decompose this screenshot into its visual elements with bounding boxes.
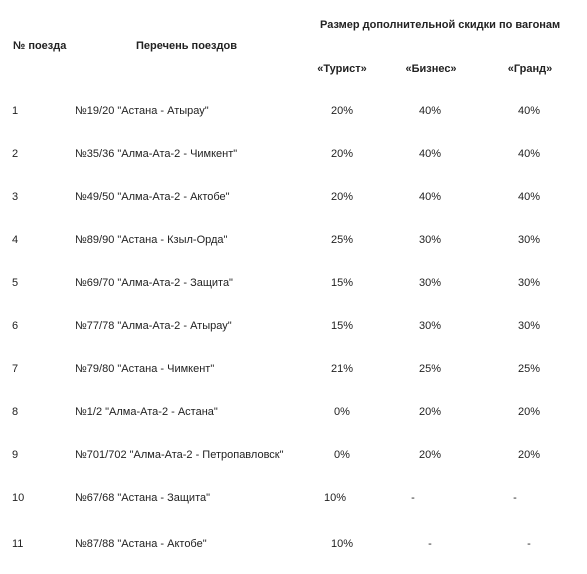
row-3-business: 40% <box>418 191 442 203</box>
row-1-number: 1 <box>12 105 19 117</box>
row-4-grand: 30% <box>517 234 541 246</box>
row-4-tourist: 25% <box>330 234 354 246</box>
row-8-business: 20% <box>418 406 442 418</box>
row-1-business: 40% <box>418 105 442 117</box>
header-discount-title: Размер дополнительной скидки по вагонам <box>320 19 561 31</box>
row-6-business: 30% <box>418 320 442 332</box>
row-2-route: №35/36 "Алма-Ата-2 - Чимкент" <box>75 148 238 160</box>
row-3-number: 3 <box>12 191 19 203</box>
row-6-route: №77/78 "Алма-Ата-2 - Атырау" <box>75 320 232 332</box>
row-4-business: 30% <box>418 234 442 246</box>
row-2-grand: 40% <box>517 148 541 160</box>
row-2-business: 40% <box>418 148 442 160</box>
row-3-tourist: 20% <box>330 191 354 203</box>
row-5-business: 30% <box>418 277 442 289</box>
row-8-route: №1/2 "Алма-Ата-2 - Астана" <box>75 406 218 418</box>
row-4-number: 4 <box>12 234 19 246</box>
row-1-tourist: 20% <box>330 105 354 117</box>
row-5-tourist: 15% <box>330 277 354 289</box>
row-3-grand: 40% <box>517 191 541 203</box>
row-9-grand: 20% <box>517 449 541 461</box>
header-class-grand: «Гранд» <box>507 63 553 75</box>
row-10-route: №67/68 "Астана - Защита" <box>75 492 211 504</box>
header-train-number: № поезда <box>13 40 67 52</box>
row-4-route: №89/90 "Астана - Кзыл-Орда" <box>75 234 228 246</box>
row-10-grand: - <box>513 492 517 504</box>
row-10-tourist: 10% <box>323 492 347 504</box>
row-10-business: - <box>411 492 415 504</box>
row-10-number: 10 <box>12 492 25 504</box>
row-9-tourist: 0% <box>334 449 350 461</box>
row-11-business: - <box>428 538 432 550</box>
row-9-route: №701/702 "Алма-Ата-2 - Петропавловск" <box>75 449 284 461</box>
row-8-number: 8 <box>12 406 19 418</box>
row-2-tourist: 20% <box>330 148 354 160</box>
row-8-grand: 20% <box>517 406 541 418</box>
row-5-grand: 30% <box>517 277 541 289</box>
row-8-tourist: 0% <box>334 406 350 418</box>
header-class-business: «Бизнес» <box>405 63 457 75</box>
row-1-route: №19/20 "Астана - Атырау" <box>75 105 209 117</box>
row-11-number: 11 <box>12 538 24 550</box>
row-3-route: №49/50 "Алма-Ата-2 - Актобе" <box>75 191 230 203</box>
row-11-route: №87/88 "Астана - Актобе" <box>75 538 207 550</box>
header-class-tourist: «Турист» <box>317 63 367 75</box>
row-7-tourist: 21% <box>330 363 354 375</box>
row-5-number: 5 <box>12 277 19 289</box>
row-7-number: 7 <box>12 363 19 375</box>
row-11-grand: - <box>527 538 531 550</box>
row-11-tourist: 10% <box>330 538 354 550</box>
row-6-tourist: 15% <box>330 320 354 332</box>
row-7-business: 25% <box>418 363 442 375</box>
row-9-business: 20% <box>418 449 442 461</box>
row-7-route: №79/80 "Астана - Чимкент" <box>75 363 215 375</box>
row-7-grand: 25% <box>517 363 541 375</box>
row-1-grand: 40% <box>517 105 541 117</box>
row-5-route: №69/70 "Алма-Ата-2 - Защита" <box>75 277 233 289</box>
row-2-number: 2 <box>12 148 19 160</box>
row-6-number: 6 <box>12 320 19 332</box>
row-6-grand: 30% <box>517 320 541 332</box>
header-train-list: Перечень поездов <box>136 40 237 52</box>
row-9-number: 9 <box>12 449 19 461</box>
